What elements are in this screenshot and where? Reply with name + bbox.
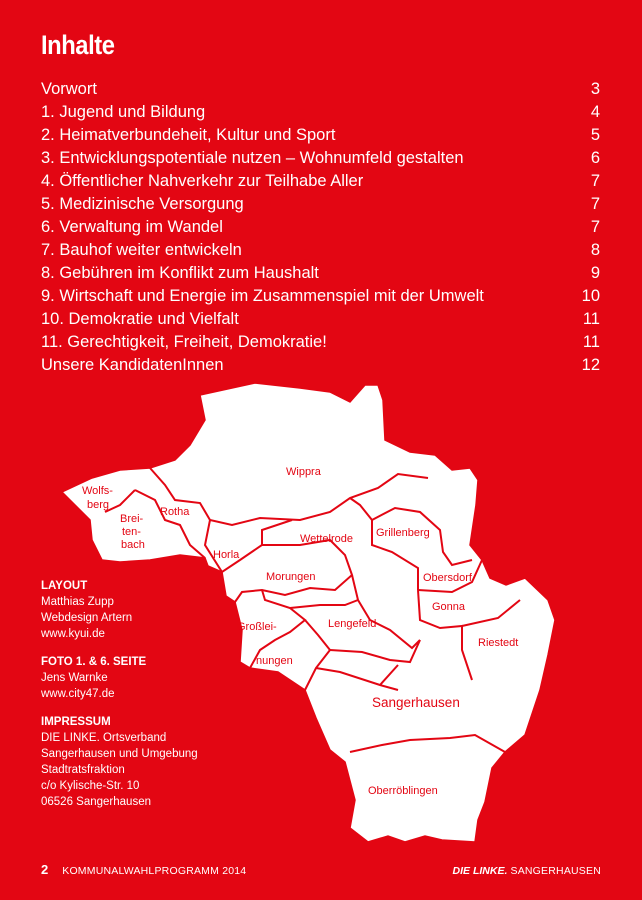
toc-entry-page: 6 (590, 149, 600, 167)
table-of-contents (41, 78, 600, 377)
credits-line: c/o Kylische-Str. 10 (41, 780, 140, 792)
toc-entry-label: 6. Verwaltung im Wandel (41, 218, 223, 236)
party-name: DIE LINKE. (452, 865, 508, 877)
map-label-breitenbach: bach (121, 539, 145, 551)
map-label-sangerhausen: Sangerhausen (372, 695, 460, 710)
page-number: 2 (41, 862, 49, 877)
toc-entry-page: 7 (590, 195, 600, 213)
credits-line: 06526 Sangerhausen (41, 796, 151, 808)
toc-entry[interactable] (41, 308, 600, 331)
credits-layout (41, 578, 261, 642)
toc-entry-page: 7 (590, 218, 600, 236)
toc-entry-label: 3. Entwicklungspotentiale nutzen – Wohnumfeld gestalten (41, 149, 464, 167)
toc-entry[interactable] (41, 147, 600, 170)
toc-entry[interactable] (41, 78, 600, 101)
toc-entry-label: Vorwort (41, 80, 97, 98)
page-title: Inhalte (41, 30, 115, 60)
credits-foto (41, 654, 261, 702)
map-label-rotha: Rotha (160, 506, 190, 518)
toc-entry-label: 5. Medizinische Versorgung (41, 195, 244, 213)
toc-entry-page: 8 (590, 241, 600, 259)
map-label-wolfsberg: Wolfs- (82, 485, 113, 497)
map-label-grossleinungen: Großlei- (237, 621, 277, 633)
credits-heading: LAYOUT (41, 580, 88, 592)
toc-entry[interactable] (41, 262, 600, 285)
toc-entry-page: 4 (590, 103, 600, 121)
toc-entry-page: 7 (590, 172, 600, 190)
map-label-grossleinungen: nungen (256, 655, 293, 667)
toc-entry-page: 11 (582, 333, 600, 351)
map-label-breitenbach: ten- (122, 526, 141, 538)
city-name: SANGERHAUSEN (507, 865, 601, 877)
credits-line: www.city47.de (41, 688, 115, 700)
publisher (453, 865, 601, 877)
credits-line: Jens Warnke (41, 672, 108, 684)
credits-line: DIE LINKE. Ortsverband (41, 732, 167, 744)
toc-entry-label: 4. Öffentlicher Nahverkehr zur Teilhabe Aller (41, 172, 364, 190)
credits-line: www.kyui.de (41, 628, 105, 640)
publication-title: KOMMUNALWAHLPROGRAMM 2014 (62, 865, 247, 877)
toc-entry-page: 9 (590, 264, 600, 282)
map-label-wippra: Wippra (286, 466, 321, 478)
toc-entry[interactable] (41, 124, 600, 147)
toc-entry-page: 11 (582, 310, 600, 328)
toc-entry-page: 5 (590, 126, 600, 144)
map-label-grillenberg: Grillenberg (376, 527, 430, 539)
map-label-wolfsberg: berg (87, 499, 110, 511)
toc-entry[interactable] (41, 331, 600, 354)
map-label-oberroeblingen: Oberröblingen (368, 785, 438, 797)
toc-entry[interactable] (41, 193, 600, 216)
toc-entry-label: 1. Jugend und Bildung (41, 103, 206, 121)
credits-line: Sangerhausen und Umgebung (41, 748, 198, 760)
map-label-gonna: Gonna (432, 601, 466, 613)
map-label-wettelrode: Wettelrode (300, 533, 353, 545)
toc-entry-label: 9. Wirtschaft und Energie im Zusammenspiel mit der Umwelt (41, 287, 484, 305)
toc-entry-label: 10. Demokratie und Vielfalt (41, 310, 239, 328)
toc-entry-page: 12 (581, 356, 600, 374)
toc-entry[interactable] (41, 354, 600, 377)
toc-entry[interactable] (41, 170, 600, 193)
credits-line: Matthias Zupp (41, 596, 114, 608)
map-label-morungen: Morungen (266, 571, 316, 583)
toc-entry[interactable] (41, 285, 600, 308)
toc-entry-label: 11. Gerechtigkeit, Freiheit, Demokratie! (41, 333, 327, 351)
map-label-riestedt: Riestedt (478, 637, 519, 649)
credits (41, 578, 261, 822)
credits-impressum (41, 714, 261, 810)
toc-entry-label: 8. Gebühren im Konflikt zum Haushalt (41, 264, 319, 282)
credits-heading: IMPRESSUM (41, 716, 111, 728)
toc-entry[interactable] (41, 239, 600, 262)
page-footer (41, 862, 601, 877)
credits-line: Stadtratsfraktion (41, 764, 125, 776)
map-label-horla: Horla (213, 549, 240, 561)
toc-entry-label: Unsere KandidatenInnen (41, 356, 224, 374)
credits-line: Webdesign Artern (41, 612, 133, 624)
toc-entry-page: 3 (590, 80, 600, 98)
toc-entry[interactable] (41, 216, 600, 239)
toc-entry[interactable] (41, 101, 600, 124)
map-label-breitenbach: Brei- (120, 513, 144, 525)
toc-entry-label: 2. Heimatverbundeheit, Kultur und Sport (41, 126, 336, 144)
map-label-obersdorf: Obersdorf (423, 572, 472, 584)
credits-heading: FOTO 1. & 6. SEITE (41, 656, 147, 668)
map-label-lengefeld: Lengefeld (328, 618, 377, 630)
toc-entry-page: 10 (581, 287, 600, 305)
toc-entry-label: 7. Bauhof weiter entwickeln (41, 241, 242, 259)
